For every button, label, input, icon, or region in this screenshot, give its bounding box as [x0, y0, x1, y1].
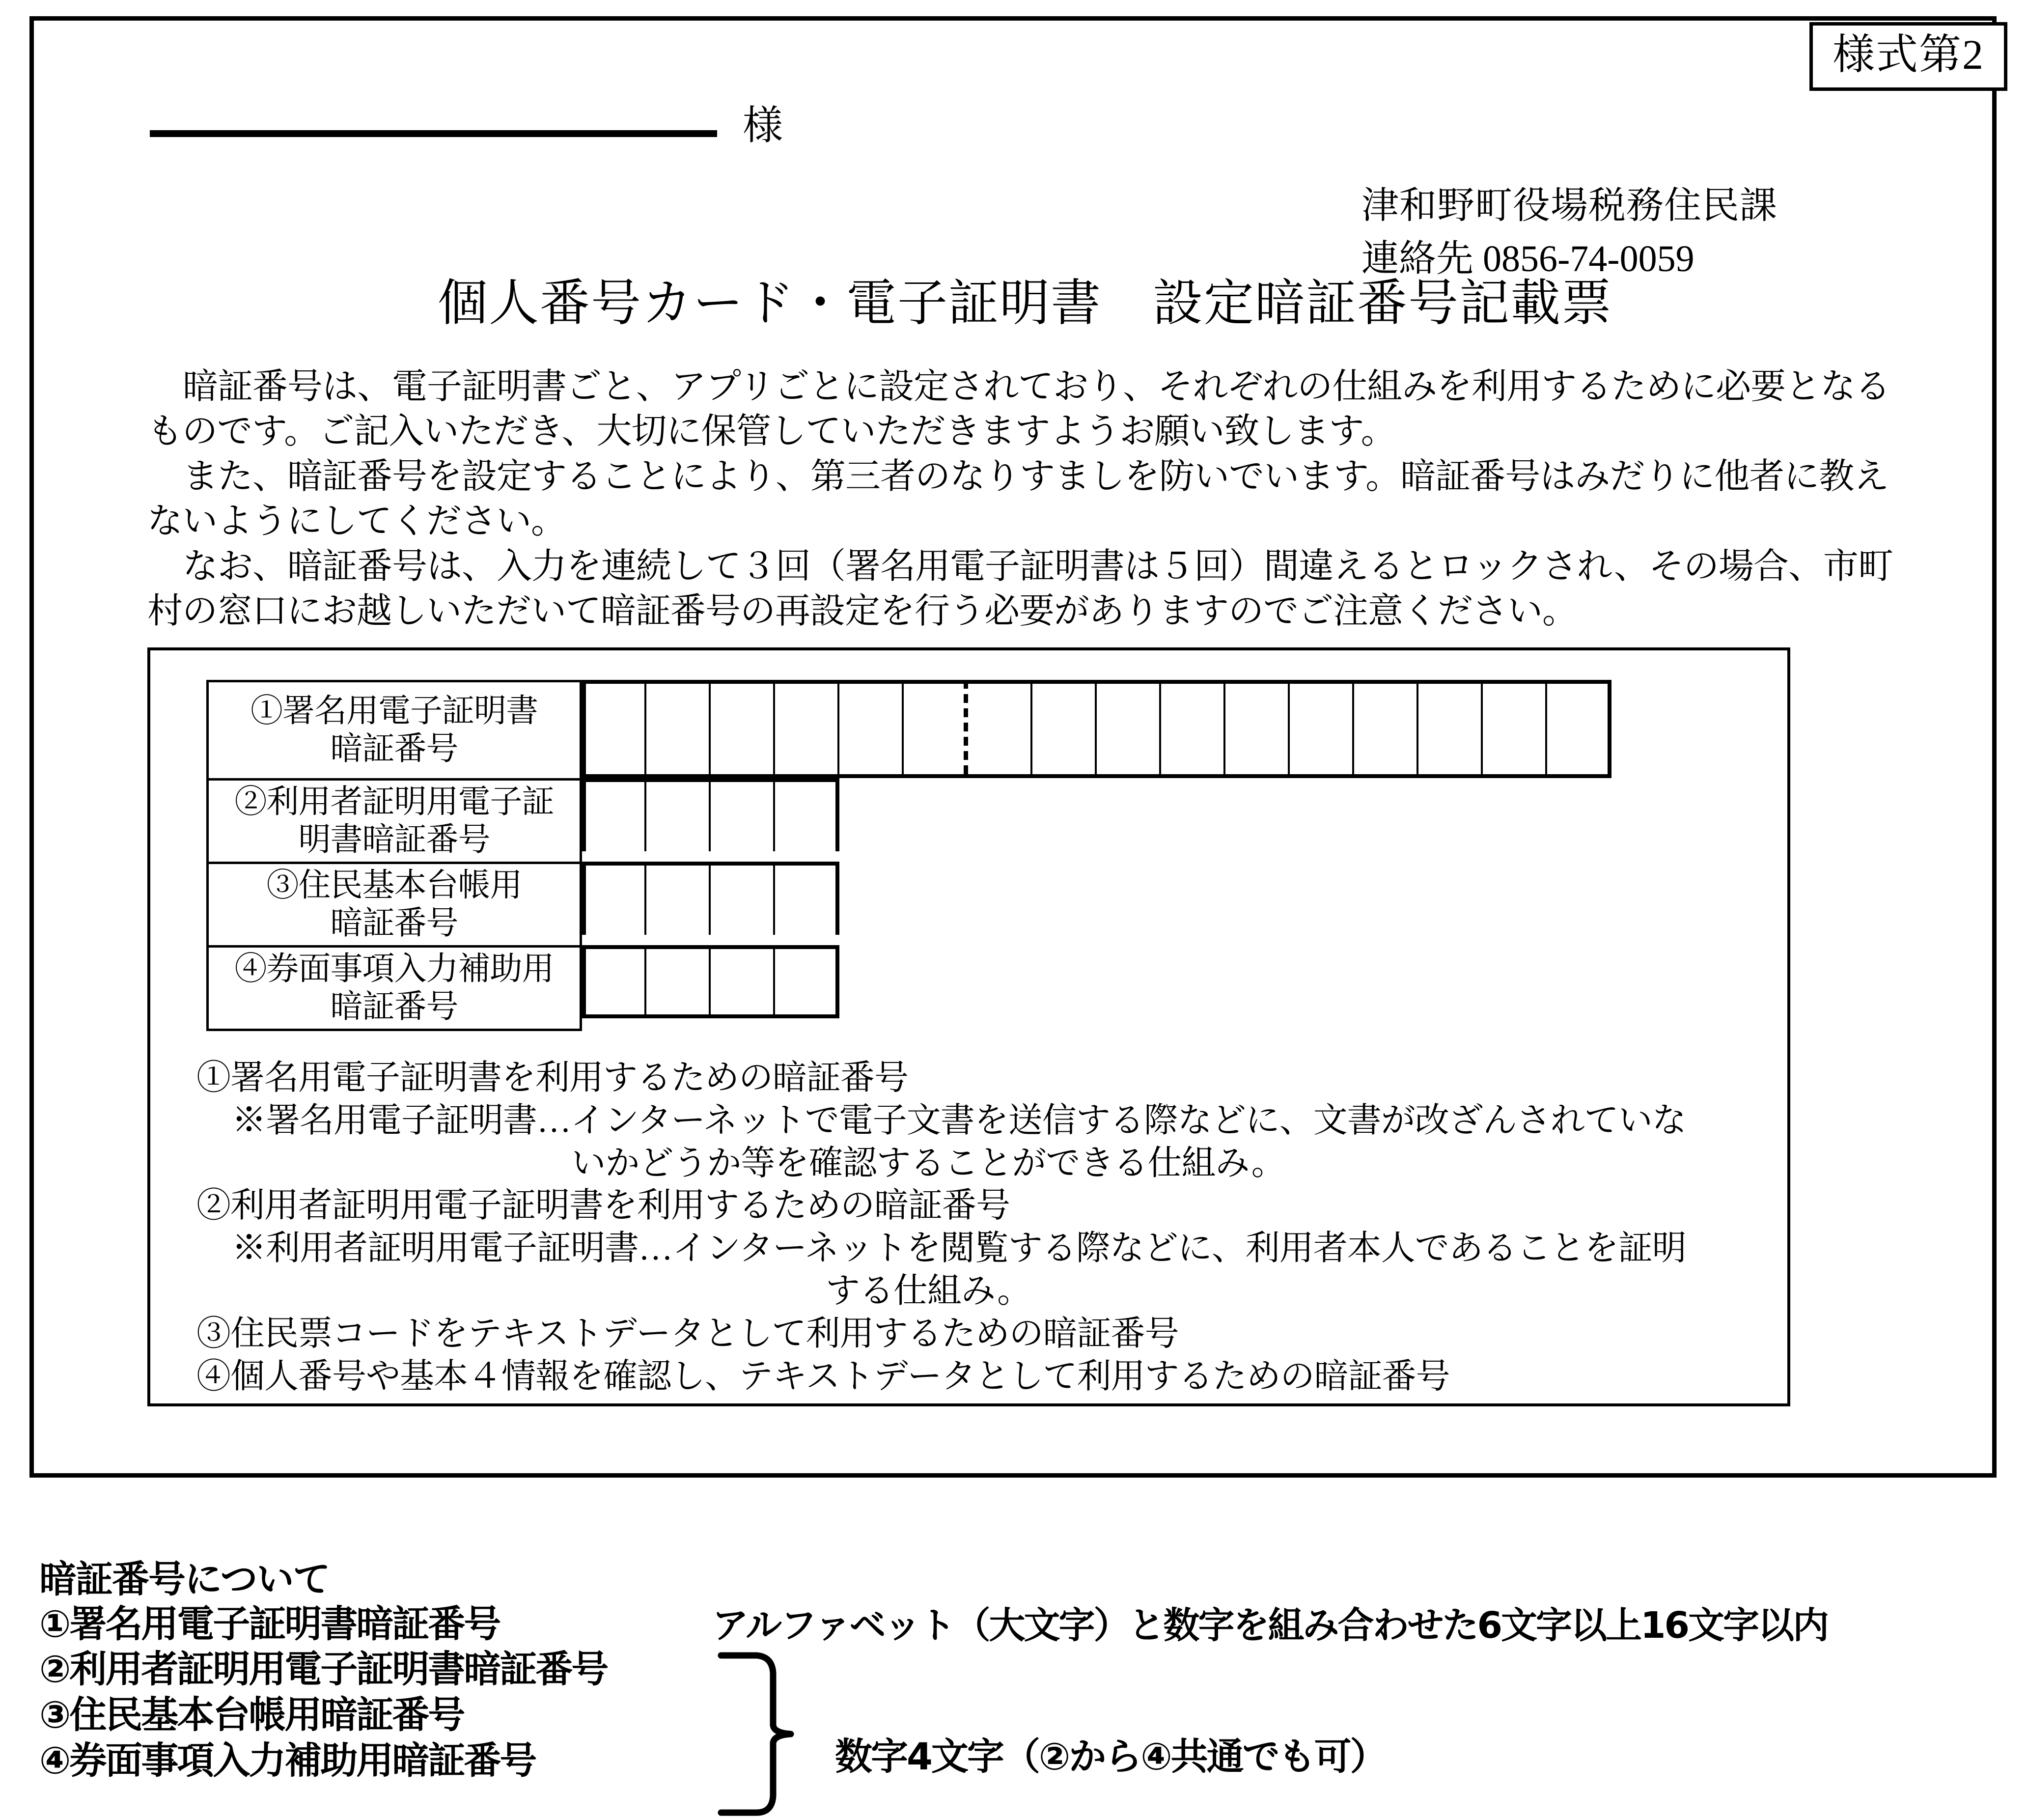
pin-row-label-line1: ②利用者証明用電子証 — [234, 784, 554, 820]
pin-cell[interactable] — [1354, 680, 1418, 774]
intro-paragraph-1: 暗証番号は、電子証明書ごと、アプリごとに設定されており、それぞれの仕組みを利用するために必要となるものです。ご記入いただき、大切に保管していただきますようお願い致します。 — [147, 367, 1890, 451]
note-item-3: ③住民票コードをテキストデータとして利用するための暗証番号 — [196, 1315, 1179, 1353]
pin-entry-table — [206, 680, 1611, 1031]
pin-row-label-card-surface — [206, 945, 582, 1031]
pin-cell[interactable] — [1032, 680, 1097, 774]
pin-row-label-resident-register — [206, 862, 582, 945]
pin-explanation-notes — [196, 1057, 1749, 1398]
issuer-office-name: 津和野町役場税務住民課 — [1361, 185, 1778, 226]
pin-cell[interactable] — [775, 778, 839, 851]
pin-cell[interactable] — [1290, 680, 1354, 774]
pin-row-label-line1: ①署名用電子証明書 — [250, 693, 538, 729]
pin-row-label-line2: 暗証番号 — [330, 905, 458, 941]
intro-paragraph-3: なお、暗証番号は、入力を連続して３回（署名用電子証明書は５回）間違えるとロックされ、その場合、市町村の窓口にお越しいただいて暗証番号の再設定を行う必要がありますのでご注意ください。 — [147, 546, 1893, 631]
pin-cell[interactable] — [904, 680, 968, 774]
table-row — [206, 945, 1611, 1031]
pin-cell[interactable] — [1483, 680, 1547, 774]
form-number-badge: 様式第2 — [1809, 22, 2007, 91]
table-row — [206, 778, 1611, 862]
pin-cell[interactable] — [711, 778, 775, 851]
pin-cell[interactable] — [1418, 680, 1483, 774]
pin-row-label-line2: 暗証番号 — [330, 730, 458, 767]
pin-cell[interactable] — [839, 680, 904, 774]
pin-cell[interactable] — [1547, 680, 1611, 774]
legend-rule-alphanumeric: アルファベット（大文字）と数字を組み合わせた6文字以上16文字以内 — [712, 1604, 1828, 1647]
note-item-1-detail: ※署名用電子証明書…インターネットで電子文書を送信する際などに、文書が改ざんされていな — [232, 1101, 1686, 1140]
pin-cells-card-surface — [582, 945, 839, 1031]
recipient-honorific: 様 — [743, 103, 783, 148]
pin-cell[interactable] — [711, 680, 775, 774]
legend-item-card-surface: ④券面事項入力補助用暗証番号 — [39, 1738, 536, 1782]
pin-cell[interactable] — [582, 945, 646, 1018]
pin-cell[interactable] — [1097, 680, 1161, 774]
pin-cell[interactable] — [646, 778, 711, 851]
pin-requirements-legend — [39, 1557, 2004, 1783]
pin-cell[interactable] — [1161, 680, 1225, 774]
document-title: 個人番号カード・電子証明書 設定暗証番号記載票 — [438, 276, 1612, 332]
legend-item-resident-register: ③住民基本台帳用暗証番号 — [39, 1692, 464, 1736]
pin-cells-resident-register — [582, 862, 839, 945]
issuer-contact-block — [1361, 180, 1778, 286]
recipient-name-input-line[interactable] — [150, 130, 717, 137]
pin-cell[interactable] — [646, 680, 711, 774]
legend-heading: 暗証番号について — [39, 1557, 330, 1601]
pin-cell[interactable] — [711, 862, 775, 935]
pin-cells-user-cert — [582, 778, 839, 862]
pin-cell[interactable] — [1225, 680, 1290, 774]
table-row — [206, 862, 1611, 945]
note-item-2-detail: ※利用者証明用電子証明書…インターネットを閲覧する際などに、利用者本人であることを証明 — [232, 1230, 1686, 1268]
pin-row-label-line1: ④券面事項入力補助用 — [234, 951, 554, 987]
legend-brace-icon — [717, 1651, 810, 1818]
pin-row-label-line2: 明書暗証番号 — [298, 821, 490, 858]
pin-cell[interactable] — [711, 945, 775, 1018]
pin-cell[interactable] — [646, 862, 711, 935]
pin-cell[interactable] — [775, 862, 839, 935]
legend-item-user-cert: ②利用者証明用電子証明書暗証番号 — [39, 1647, 608, 1691]
pin-row-label-line2: 暗証番号 — [330, 988, 458, 1025]
recipient-name-row — [150, 103, 783, 148]
pin-row-label-line1: ③住民基本台帳用 — [266, 868, 522, 904]
legend-item-signature: ①署名用電子証明書暗証番号 — [39, 1601, 500, 1646]
note-item-1: ①署名用電子証明書を利用するための暗証番号 — [196, 1059, 908, 1097]
pin-cell[interactable] — [646, 945, 711, 1018]
intro-text-block — [147, 364, 1906, 634]
pin-row-label-user-cert — [206, 778, 582, 862]
table-row — [206, 680, 1611, 778]
pin-cell[interactable] — [968, 680, 1032, 774]
note-item-4: ④個人番号や基本４情報を確認し、テキストデータとして利用するための暗証番号 — [196, 1357, 1450, 1396]
pin-cell[interactable] — [582, 862, 646, 935]
note-item-2: ②利用者証明用電子証明書を利用するための暗証番号 — [196, 1187, 1010, 1225]
pin-cell[interactable] — [775, 945, 839, 1018]
note-item-1-detail-cont: いかどうか等を確認することができる仕組み。 — [571, 1144, 1285, 1182]
issuer-contact-phone: 連絡先 0856-74-0059 — [1361, 238, 1695, 280]
pin-cell[interactable] — [582, 680, 646, 774]
intro-paragraph-2: また、暗証番号を設定することにより、第三者のなりすましを防いでいます。暗証番号はみだりに他者に教えないようにしてください。 — [147, 456, 1889, 541]
legend-rule-numeric: 数字4文字（②から④共通でも可） — [835, 1734, 1386, 1778]
pin-cell[interactable] — [582, 778, 646, 851]
note-item-2-detail-cont: する仕組み。 — [825, 1272, 1031, 1310]
pin-cells-signature — [582, 680, 1611, 778]
pin-cell[interactable] — [775, 680, 839, 774]
pin-row-label-signature — [206, 680, 582, 778]
legend-body — [39, 1601, 2004, 1784]
